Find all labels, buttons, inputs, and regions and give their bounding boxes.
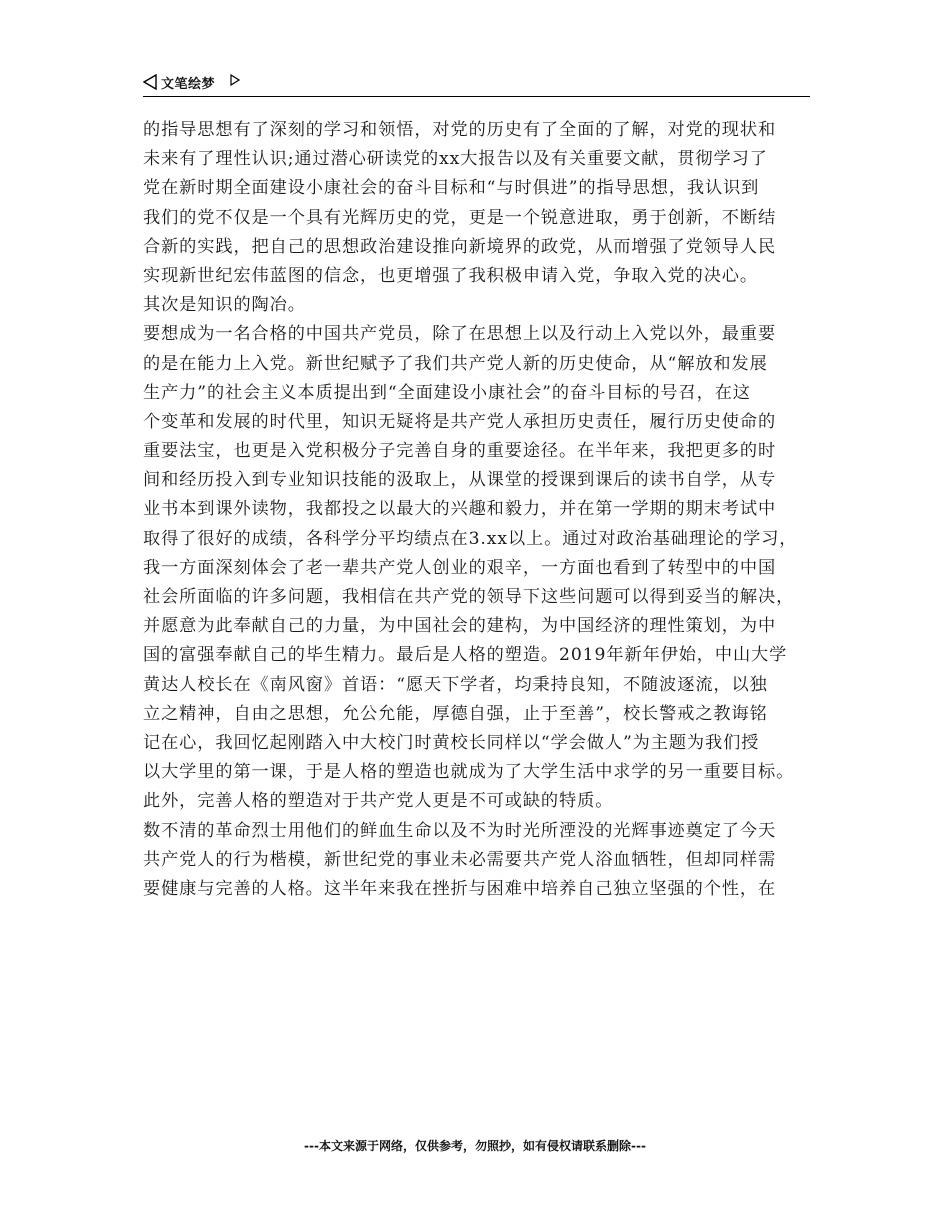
- body-line: 个变革和发展的时代里，知识无疑将是共产党人承担历史责任，履行历史使命的: [143, 411, 777, 432]
- body-line: 并愿意为此奉献自己的力量，为中国社会的建构，为中国经济的理性策划，为中: [143, 616, 777, 637]
- body-line: 记在心，我回忆起刚踏入中大校门时黄校长同样以“学会做人”为主题为我们授: [143, 732, 760, 753]
- body-line: 党在新时期全面建设小康社会的奋斗目标和“与时俱进”的指导思想，我认识到: [143, 178, 760, 199]
- body-line: 的是在能力上入党。新世纪赋予了我们共产党人新的历史使命，从“解放和发展: [143, 353, 768, 374]
- triangle-left-outline-icon: [143, 74, 157, 90]
- body-line: 国的富强奉献自己的毕生精力。最后是人格的塑造。2019年新年伊始，中山大学: [143, 645, 788, 666]
- body-line: 我们的党不仅是一个具有光辉历史的党，更是一个锐意进取，勇于创新，不断结: [143, 207, 777, 228]
- body-line: 的指导思想有了深刻的学习和领悟，对党的历史有了全面的了解，对党的现状和: [143, 120, 777, 140]
- body-line: 其次是知识的陶冶。: [143, 295, 306, 316]
- header-title: 文笔绘梦: [161, 77, 216, 92]
- body-line: 业书本到课外读物，我都投之以最大的兴趣和毅力，并在第一学期的期末考试中: [143, 499, 777, 520]
- body-line: 合新的实践，把自己的思想政治建设推向新境界的政党，从而增强了党领导人民: [143, 236, 777, 257]
- body-line: 取得了很好的成绩，各科学分平均绩点在3.xx以上。通过对政治基础理论的学习，: [143, 528, 798, 549]
- body-text: [143, 116, 818, 904]
- body-line: 黄达人校长在《南风窗》首语：“愿天下学者，均秉持良知，不随波逐流，以独: [143, 674, 768, 695]
- body-line: 立之精神，自由之思想，允公允能，厚德自强，止于至善”，校长警戒之教诲铭: [143, 703, 768, 724]
- body-line: 共产党人的行为楷模，新世纪党的事业未必需要共产党人浴血牺牲，但却同样需: [143, 849, 777, 870]
- body-line: 社会所面临的许多问题，我相信在共产党的领导下这些问题可以得到妥当的解决，: [143, 587, 795, 607]
- body-line: 要健康与完善的人格。这半年来我在挫折与困难中培养自己独立坚强的个性，在: [143, 878, 777, 899]
- body-line: 要想成为一名合格的中国共产党员，除了在思想上以及行动上入党以外，最重要: [143, 324, 777, 345]
- body-line: 未来有了理性认识;通过潜心研读党的xx大报告以及有关重要文献，贯彻学习了: [143, 149, 768, 170]
- body-line: 以大学里的第一课，于是人格的塑造也就成为了大学生活中求学的另一重要目标。: [143, 762, 795, 783]
- triangle-right-outline-icon: [230, 74, 240, 86]
- body-line: 数不清的革命烈士用他们的鲜血生命以及不为时光所湮没的光辉事迹奠定了今天: [143, 820, 777, 841]
- body-line: 实现新世纪宏伟蓝图的信念，也更增强了我积极申请入党，争取入党的决心。: [143, 265, 758, 286]
- footer-disclaimer: ---本文来源于网络，仅供参考，勿照抄，如有侵权请联系删除---: [304, 1139, 646, 1153]
- body-line: 生产力”的社会主义本质提出到“全面建设小康社会”的奋斗目标的号召，在这: [143, 382, 751, 403]
- body-line: 我一方面深刻体会了老一辈共产党人创业的艰辛，一方面也看到了转型中的中国: [143, 557, 777, 578]
- body-line: 间和经历投入到专业知识技能的汲取上，从课堂的授课到课后的读书自学，从专: [143, 470, 777, 491]
- page-header: [143, 70, 810, 97]
- body-line: 重要法宝，也更是入党积极分子完善自身的重要途径。在半年来，我把更多的时: [143, 441, 777, 462]
- body-line: 此外，完善人格的塑造对于共产党人更是不可或缺的特质。: [143, 791, 614, 812]
